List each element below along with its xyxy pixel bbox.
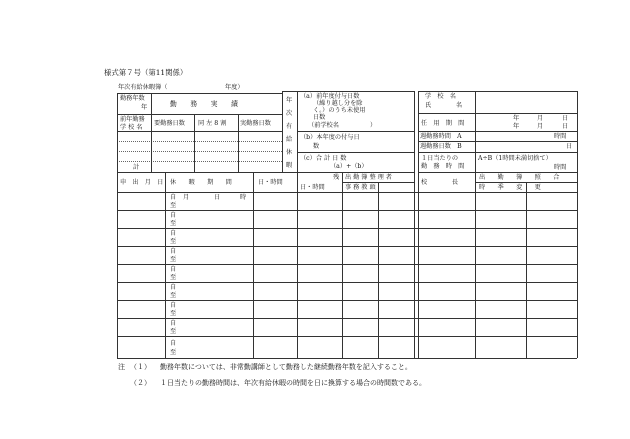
rule [117, 210, 577, 211]
row-from: 自 [170, 340, 177, 347]
note-2-number: （２） [130, 379, 151, 387]
dotted-rule [117, 141, 282, 142]
appt-month-1: 月 [537, 115, 544, 122]
vertical-char: 休 [286, 149, 293, 156]
rule [117, 318, 577, 319]
rule [282, 91, 283, 172]
rule [418, 91, 419, 358]
rule [418, 91, 577, 92]
note-1-number: （１） [130, 363, 151, 371]
row-from: 自 [170, 212, 177, 219]
rule [378, 182, 379, 358]
rule [117, 246, 577, 247]
rule [117, 300, 577, 301]
appt-year-1: 年 [513, 115, 520, 122]
row-from: 自 [170, 230, 177, 237]
rule [253, 172, 254, 358]
rule [297, 172, 298, 358]
appt-day-1: 日 [562, 115, 569, 122]
grant-c-line2: （a）+（b） [330, 163, 368, 170]
col-check-1: 出 勤 簿 照 合 [479, 174, 560, 181]
rule [418, 172, 577, 173]
dotted-rule [117, 151, 282, 152]
row-from: 自 [170, 302, 177, 309]
rule [151, 93, 152, 172]
ledger-title-prefix: 年次有給休暇簿（ [118, 84, 168, 91]
required-days-header: 要勤務日数 [154, 120, 185, 127]
work-record-heading: 勤 務 実 績 [170, 100, 238, 108]
grant-a-line1: （a）前年度付与日数 [300, 93, 360, 100]
note-mark: 注 [118, 363, 125, 371]
rule [238, 114, 239, 172]
rule [117, 228, 577, 229]
note-1-text: 勤務年数については、非常勤講師として勤務した継続勤務年数を記入すること。 [160, 363, 412, 371]
rule [418, 131, 577, 132]
row-to: 至 [170, 238, 177, 245]
col-remaining-2: 日・時間 [300, 184, 325, 191]
appt-year-2: 年 [513, 123, 520, 130]
grant-b-line1: （b）本年度の付与日 [300, 134, 360, 141]
daily-hours-label-1: １日当たりの [421, 155, 459, 162]
rule [117, 93, 118, 358]
grant-c-line1: （c）合 計 日 数 [300, 155, 347, 162]
prev-school-label-1: 前年勤務 [120, 116, 145, 123]
row-to: 至 [170, 202, 177, 209]
total-label: 計 [133, 164, 140, 171]
school-name-label: 学 校 名 [425, 93, 456, 100]
rule [117, 172, 414, 173]
hours-a-label: 週勤務時間 A [420, 133, 462, 140]
rule [282, 91, 414, 92]
row-from: 自 [170, 266, 177, 273]
rule [297, 131, 414, 132]
vertical-char: 年 [286, 97, 293, 104]
row-to: 至 [170, 256, 177, 263]
appt-month-2: 月 [537, 123, 544, 130]
col-days-hours: 日・時間 [258, 179, 283, 186]
prev-school-label-2: 学 校 名 [120, 124, 143, 131]
rule [475, 91, 476, 358]
rule [297, 91, 298, 172]
col-clerk-2: 事 務 教 頭 [345, 184, 376, 191]
grant-b-line2: 数 [313, 143, 320, 150]
grant-a-line5-end: ） [370, 122, 377, 129]
col-remaining-1: 残 [333, 174, 340, 181]
dotted-rule [117, 161, 282, 162]
days-b-label: 週勤務日数 B [420, 143, 462, 150]
grant-a-line4: 日数 [313, 114, 326, 121]
daily-hours-unit: 時間 [554, 164, 567, 171]
rule [418, 152, 577, 153]
grant-a-line2: （繰り越し分を除 [313, 100, 363, 107]
daily-hours-formula: A÷B（1時間未満切捨て） [478, 155, 552, 162]
row-first-month: 月 [183, 194, 190, 201]
row-first-day: 日 [214, 194, 221, 201]
rule [342, 172, 343, 358]
years-unit: 年 [141, 104, 148, 111]
rule [577, 91, 578, 358]
row-to: 至 [170, 349, 177, 356]
years-label: 勤務年数 [120, 95, 145, 102]
rule [117, 131, 282, 132]
vertical-char: 次 [286, 110, 293, 117]
row-to: 至 [170, 220, 177, 227]
row-to: 至 [170, 274, 177, 281]
col-request-date: 申 出 月 日 [120, 179, 164, 186]
ratio-80-header: 同 左 8 割 [198, 120, 227, 127]
form-title: 様式第７号（第11関係） [104, 68, 188, 77]
rule [117, 114, 282, 115]
rule [165, 172, 166, 358]
col-principal: 校 長 [421, 179, 459, 186]
rule [117, 93, 282, 94]
rule [117, 192, 577, 193]
rule [414, 91, 415, 358]
row-from: 自 [170, 320, 177, 327]
appt-day-2: 日 [562, 123, 569, 130]
hours-a-unit: 時間 [554, 133, 567, 140]
rule [526, 182, 527, 358]
row-from: 自 [170, 194, 177, 201]
row-first-hour: 時 [240, 194, 247, 201]
col-check-2: 時 季 変 更 [479, 184, 541, 191]
rule [194, 114, 195, 172]
vertical-char: 有 [286, 123, 293, 130]
rule [117, 264, 577, 265]
appointment-label: 任 用 期 間 [421, 120, 465, 127]
vertical-char: 暇 [286, 162, 293, 169]
name-label-visible: 氏 名 [425, 102, 463, 109]
rule [117, 358, 577, 359]
daily-hours-label-2: 勤 務 時 間 [421, 163, 465, 170]
vertical-char: 給 [286, 136, 293, 143]
days-b-unit: 日 [566, 143, 573, 150]
row-to: 至 [170, 292, 177, 299]
rule [418, 141, 577, 142]
rule [297, 152, 414, 153]
note-2-text: １日当たりの勤務時間は、年次有給休暇の時間を日に換算する場合の時間数である。 [160, 379, 426, 387]
actual-days-header: 実勤務日数 [240, 120, 271, 127]
row-from: 自 [170, 248, 177, 255]
row-to: 至 [170, 310, 177, 317]
col-clerk-1: 出 勤 簿 整 理 者 [345, 174, 392, 181]
col-leave-period: 休 暇 期 間 [170, 179, 232, 186]
row-to: 至 [170, 328, 177, 335]
ledger-title-suffix: 年度） [225, 84, 244, 91]
row-from: 自 [170, 284, 177, 291]
rule [117, 282, 577, 283]
rule [418, 113, 577, 114]
grant-a-line3: く。）のうち未使用 [313, 107, 366, 114]
grant-a-line5: （前学校名 [308, 122, 339, 129]
rule [117, 336, 577, 337]
